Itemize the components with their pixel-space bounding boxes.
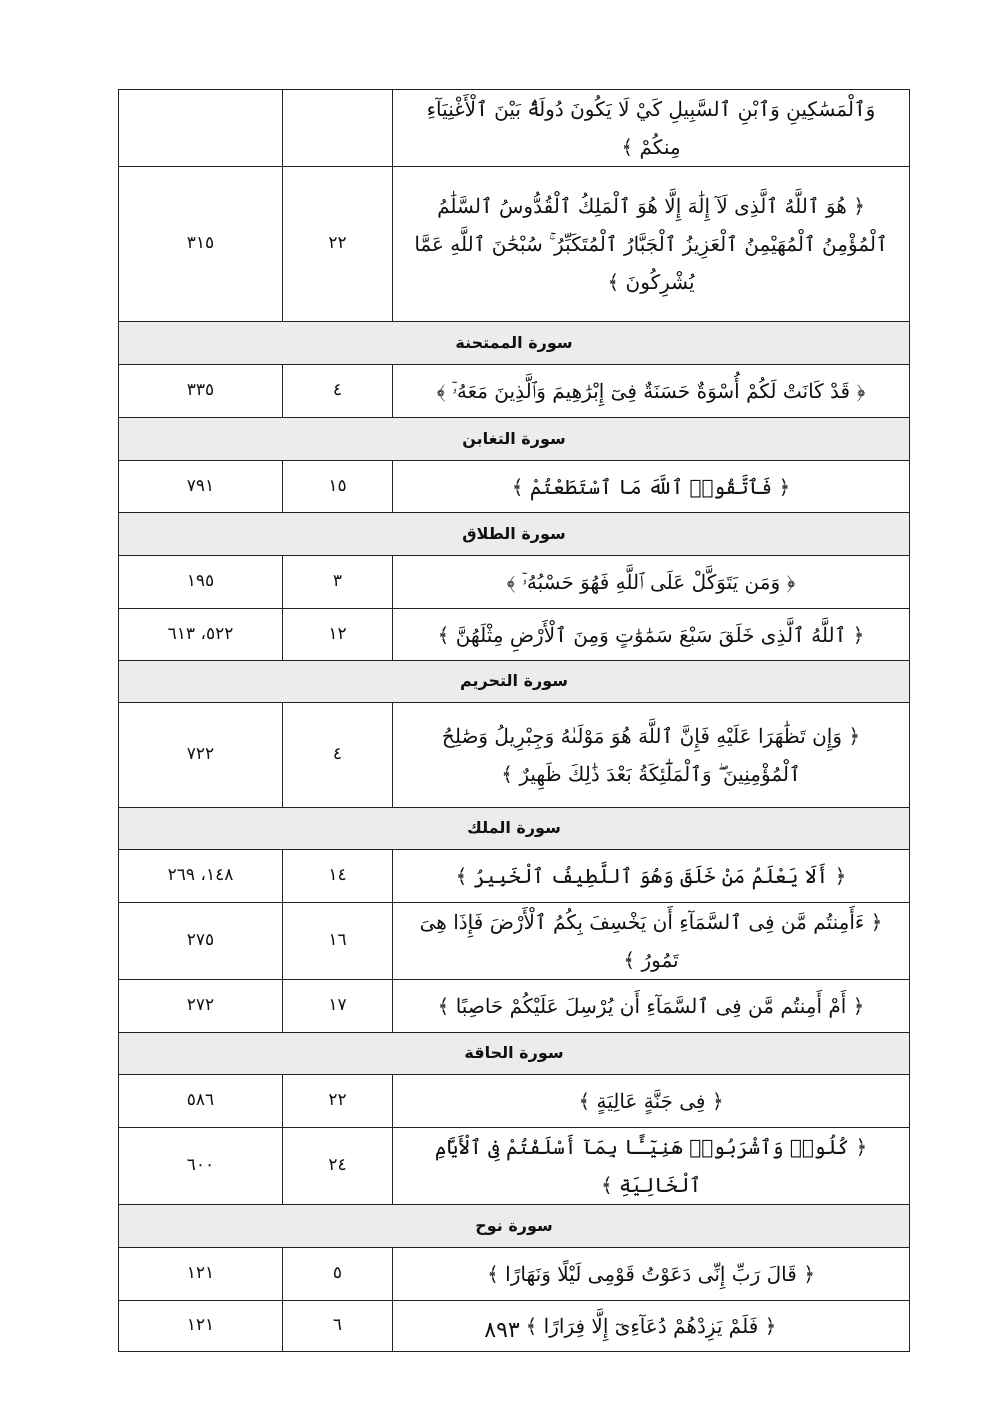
- page-refs-cell: ٧٩١: [119, 461, 283, 513]
- table-row: [119, 167, 910, 322]
- surah-title: سورة الطلاق: [119, 513, 910, 556]
- surah-title: سورة التغابن: [119, 418, 910, 461]
- verse-cell: ﴿ فِى جَنَّةٍ عَالِيَةٍ ﴾: [393, 1075, 910, 1128]
- verse-index-table: [118, 89, 910, 1352]
- surah-header-row: [119, 513, 910, 556]
- table-row: [119, 1128, 910, 1205]
- surah-header-row: [119, 808, 910, 850]
- verse-cell: ﴿ أَلَا يَعْلَمُ مَنْ خَلَقَ وَهُوَ ٱللَّطِيفُ ٱلْخَبِيرُ ﴾: [393, 850, 910, 903]
- page-refs-cell: ١٤٨، ٢٦٩: [119, 850, 283, 903]
- ayah-number-cell: ٢٤: [283, 1128, 393, 1205]
- verse-cell: وَٱلْمَسَٰكِينِ وَٱبْنِ ٱلسَّبِيلِ كَيْ لَا يَكُونَ دُولَةًۢ بَيْنَ ٱلْأَغْنِيَآءِ مِنكُمْ ﴾: [393, 90, 910, 167]
- table-row: [119, 1075, 910, 1128]
- page-refs-cell: ٥٨٦: [119, 1075, 283, 1128]
- ayah-number-cell: ٢٢: [283, 167, 393, 322]
- table-row: [119, 903, 910, 980]
- page-refs-cell: ١٢١: [119, 1301, 283, 1352]
- verse-cell: ﴿ فَٱتَّقُوا۟ ٱللَّهَ مَا ٱسْتَطَعْتُمْ ﴾: [393, 461, 910, 513]
- page-refs-cell: ٢٧٥: [119, 903, 283, 980]
- ayah-number-cell: ٤: [283, 703, 393, 808]
- verse-cell: ﴿ وَمَن يَتَوَكَّلْ عَلَى ٱللَّهِ فَهُوَ حَسْبُهُۥٓ ﴾: [393, 556, 910, 609]
- verse-cell: ﴿ فَلَمْ يَزِدْهُمْ دُعَآءِىٓ إِلَّا فِرَارًا ﴾: [393, 1301, 910, 1352]
- table-row: [119, 1248, 910, 1301]
- table-row: [119, 90, 910, 167]
- ayah-number-cell: [283, 90, 393, 167]
- surah-title: سورة التحريم: [119, 661, 910, 703]
- table-row: [119, 556, 910, 609]
- page-refs-cell: ٦٠٠: [119, 1128, 283, 1205]
- ayah-number-cell: ٣: [283, 556, 393, 609]
- verse-cell: ﴿ كُلُوا۟ وَٱشْرَبُوا۟ هَنِيٓـًٔا بِمَآ أَسْلَفْتُمْ فِى ٱلْأَيَّامِ ٱلْخَالِيَةِ ﴾: [393, 1128, 910, 1205]
- surah-header-row: [119, 1205, 910, 1248]
- page-refs-cell: ٣٣٥: [119, 365, 283, 418]
- surah-header-row: [119, 418, 910, 461]
- ayah-number-cell: ٢٢: [283, 1075, 393, 1128]
- table-row: [119, 609, 910, 661]
- ayah-number-cell: ٥: [283, 1248, 393, 1301]
- table-row: [119, 365, 910, 418]
- ayah-number-cell: ٤: [283, 365, 393, 418]
- ayah-number-cell: ١٧: [283, 980, 393, 1033]
- table-row: [119, 980, 910, 1033]
- ayah-number-cell: ١٤: [283, 850, 393, 903]
- surah-header-row: [119, 1033, 910, 1075]
- page-refs-cell: [119, 90, 283, 167]
- surah-title: سورة الملك: [119, 808, 910, 850]
- table-row: [119, 850, 910, 903]
- surah-title: سورة الممتحنة: [119, 322, 910, 365]
- surah-title: سورة نوح: [119, 1205, 910, 1248]
- table-row: [119, 461, 910, 513]
- page-number: ٨٩٣: [484, 1318, 520, 1343]
- page-refs-cell: ٧٢٢: [119, 703, 283, 808]
- surah-header-row: [119, 322, 910, 365]
- verse-cell: ﴿ وَإِن تَظَٰهَرَا عَلَيْهِ فَإِنَّ ٱللَّهَ هُوَ مَوْلَىٰهُ وَجِبْرِيلُ وَصَٰلِحُ ٱلْمُؤْمِنِينَ ۖ وَٱلْمَلَٰٓئِكَةُ بَعْدَ ذَٰلِكَ ظَهِيرٌ ﴾: [393, 703, 910, 808]
- verse-cell: ﴿ قَالَ رَبِّ إِنِّى دَعَوْتُ قَوْمِى لَيْلًا وَنَهَارًا ﴾: [393, 1248, 910, 1301]
- page-refs-cell: ١٢١: [119, 1248, 283, 1301]
- ayah-number-cell: ١٢: [283, 609, 393, 661]
- page-refs-cell: ٣١٥: [119, 167, 283, 322]
- verse-cell: ﴿ قَدْ كَانَتْ لَكُمْ أُسْوَةٌ حَسَنَةٌ فِىٓ إِبْرَٰهِيمَ وَٱلَّذِينَ مَعَهُۥٓ ﴾: [393, 365, 910, 418]
- table-row: [119, 703, 910, 808]
- verse-cell: ﴿ هُوَ ٱللَّهُ ٱلَّذِى لَآ إِلَٰهَ إِلَّا هُوَ ٱلْمَلِكُ ٱلْقُدُّوسُ ٱلسَّلَٰمُ ٱلْمُؤْمِنُ ٱلْمُهَيْمِنُ ٱلْعَزِيزُ ٱلْجَبَّارُ ٱلْمُتَكَبِّرُ ۚ سُبْحَٰنَ ٱللَّهِ عَمَّا يُشْرِكُونَ ﴾: [393, 167, 910, 322]
- verse-cell: ﴿ أَمْ أَمِنتُم مَّن فِى ٱلسَّمَآءِ أَن يُرْسِلَ عَلَيْكُمْ حَاصِبًا ﴾: [393, 980, 910, 1033]
- ayah-number-cell: ١٦: [283, 903, 393, 980]
- verse-cell: ﴿ ٱللَّهُ ٱلَّذِى خَلَقَ سَبْعَ سَمَٰوَٰتٍ وَمِنَ ٱلْأَرْضِ مِثْلَهُنَّ ﴾: [393, 609, 910, 661]
- page-refs-cell: ١٩٥: [119, 556, 283, 609]
- ayah-number-cell: ٦: [283, 1301, 393, 1352]
- verse-cell: ﴿ ءَأَمِنتُم مَّن فِى ٱلسَّمَآءِ أَن يَخْسِفَ بِكُمُ ٱلْأَرْضَ فَإِذَا هِىَ تَمُورُ ﴾: [393, 903, 910, 980]
- ayah-number-cell: ١٥: [283, 461, 393, 513]
- surah-header-row: [119, 661, 910, 703]
- surah-title: سورة الحاقة: [119, 1033, 910, 1075]
- page-refs-cell: ٥٢٢، ٦١٣: [119, 609, 283, 661]
- page-refs-cell: ٢٧٢: [119, 980, 283, 1033]
